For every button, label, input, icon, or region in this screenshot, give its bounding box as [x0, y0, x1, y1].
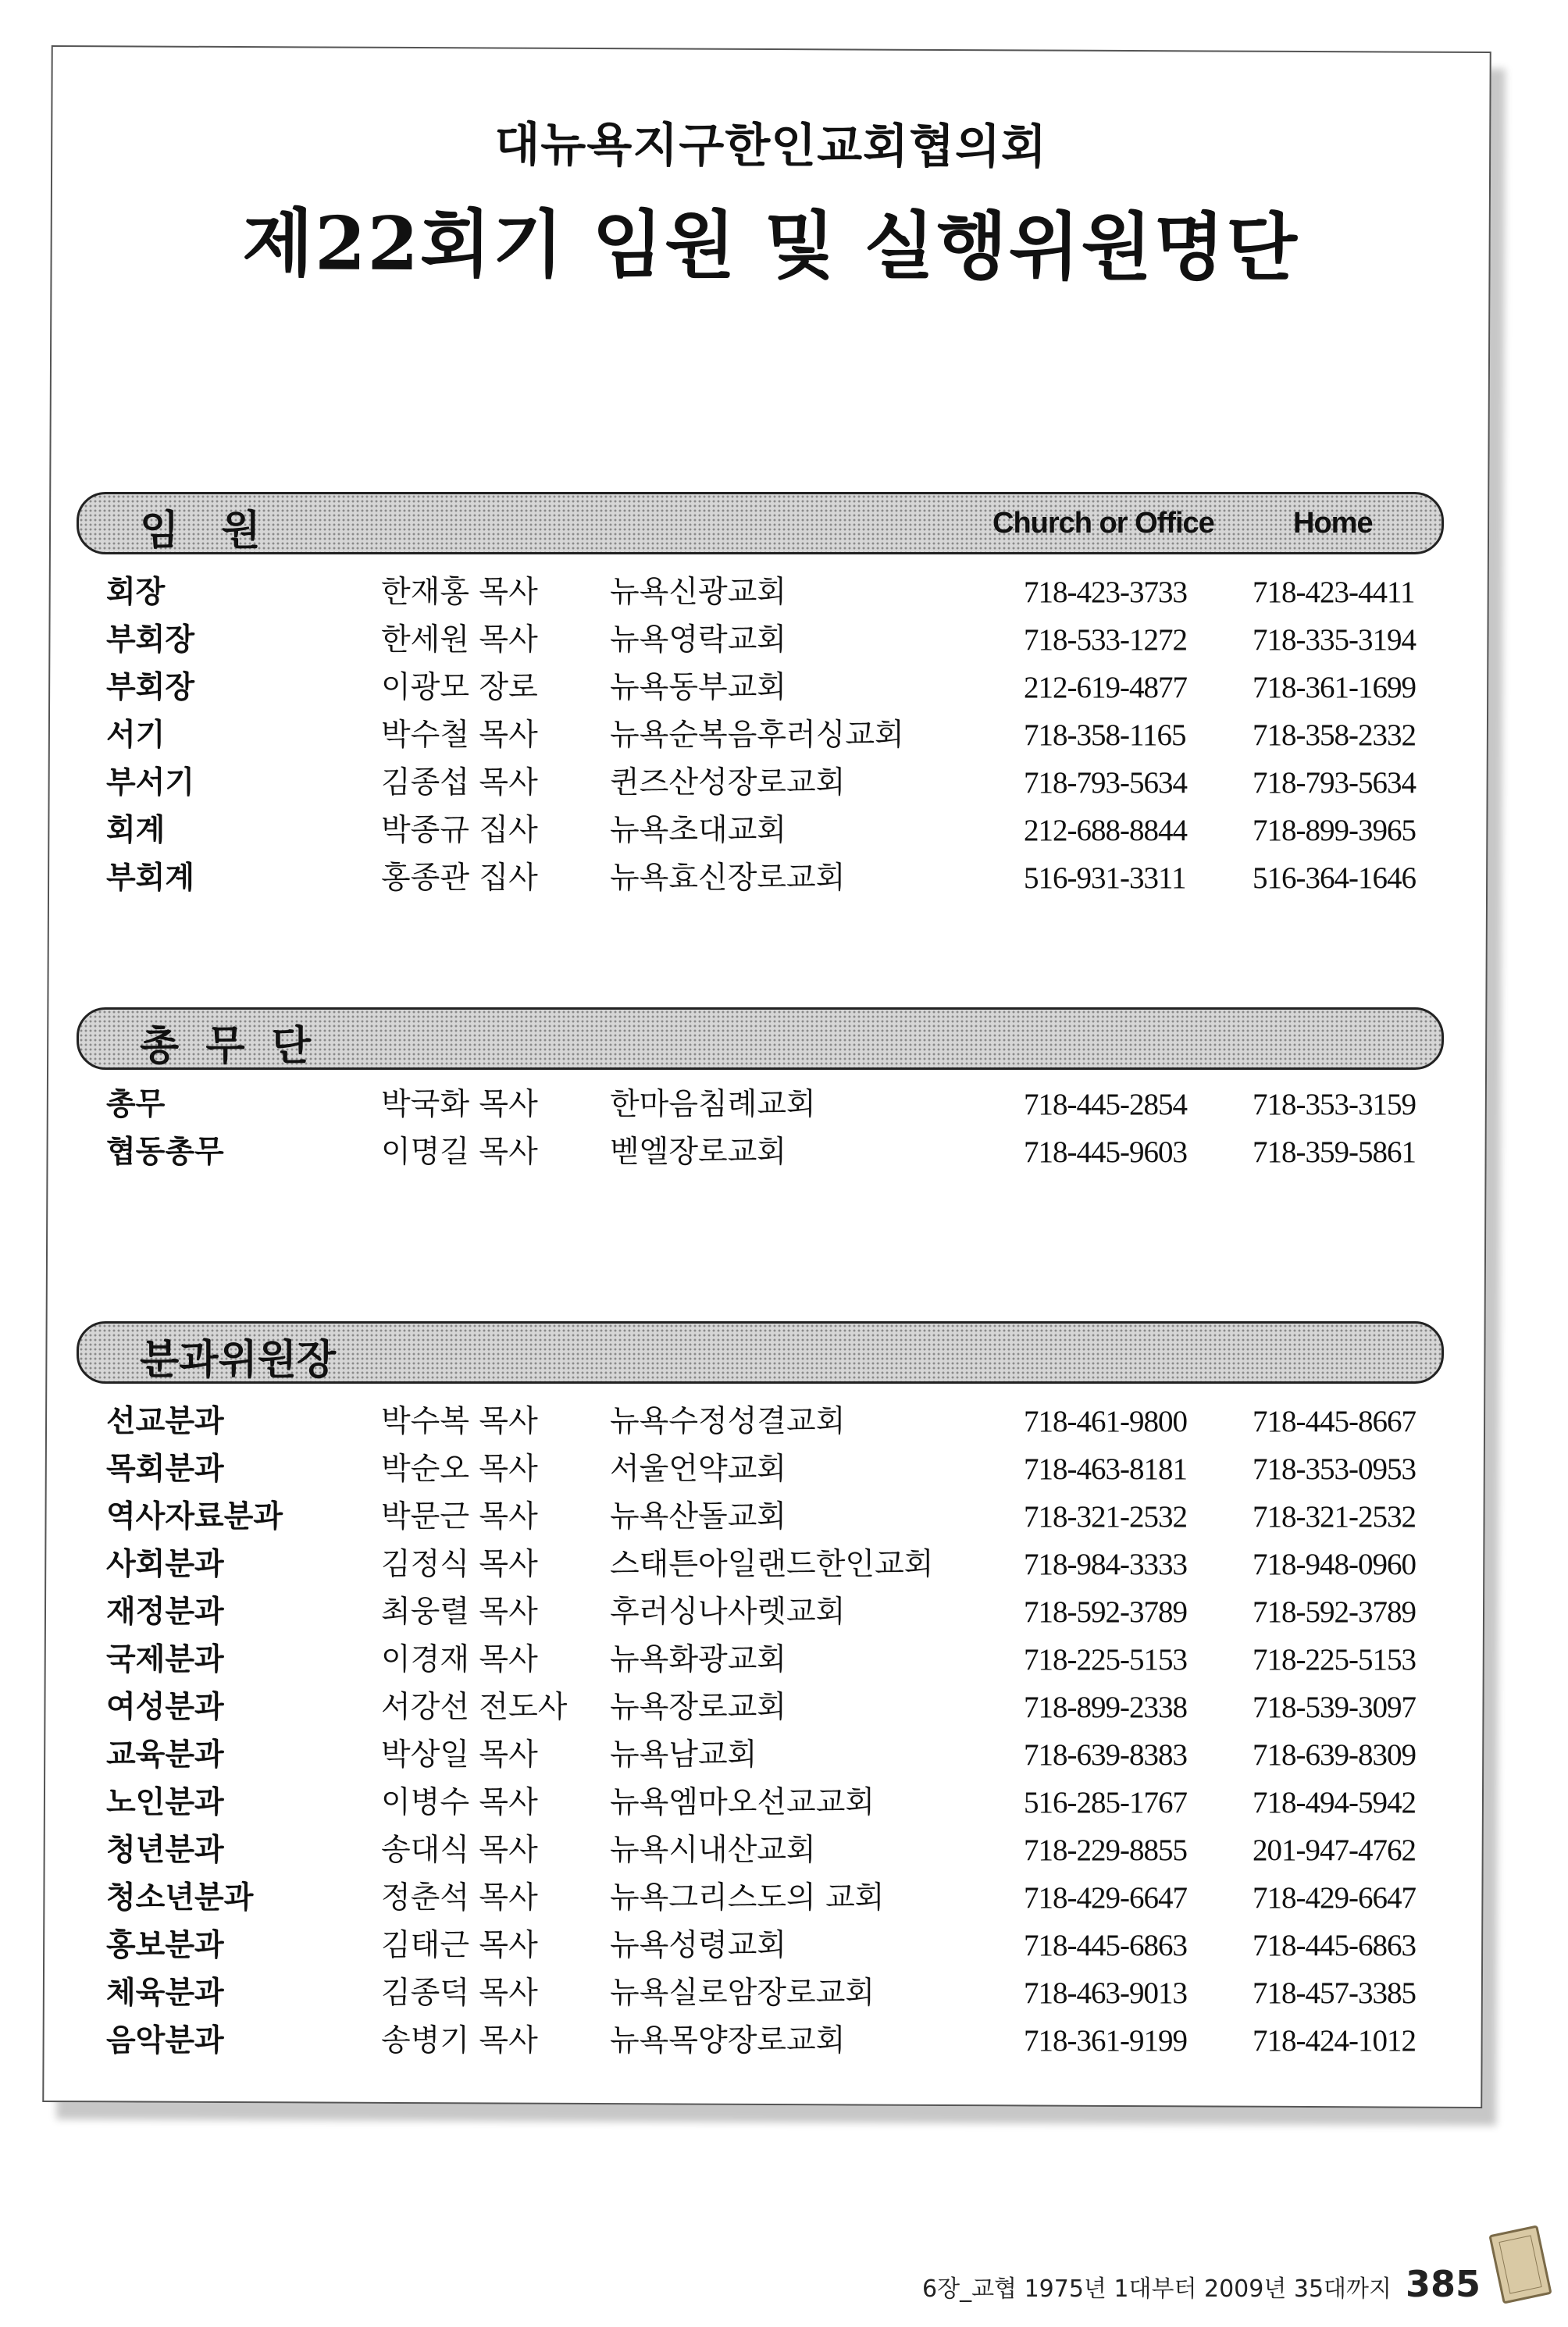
home-phone: 718-353-3159	[1253, 1088, 1416, 1121]
church-phone: 718-639-8383	[1024, 1738, 1187, 1772]
table-row	[106, 1398, 1449, 1445]
position-title: 부회장	[106, 622, 195, 657]
church-name: 뉴욕그리스도의 교회	[610, 1880, 885, 1915]
person-name: 이경재 목사	[381, 1642, 538, 1677]
table-row	[106, 1684, 1449, 1731]
church-name: 서울언약교회	[610, 1452, 787, 1487]
table-row	[106, 1541, 1449, 1588]
person-name: 정춘석 목사	[381, 1880, 538, 1915]
page-title: 제22회기 임원 및 실행위원명단	[242, 201, 1299, 291]
position-title: 선교분과	[106, 1404, 224, 1439]
church-phone: 718-984-3333	[1024, 1548, 1187, 1581]
home-phone: 718-639-8309	[1253, 1738, 1416, 1772]
church-name: 뉴욕순복음후러싱교회	[610, 718, 904, 753]
position-title: 홍보분과	[106, 1928, 224, 1963]
church-name: 뉴욕영락교회	[610, 622, 787, 657]
position-title: 회계	[106, 813, 166, 848]
person-name: 박종규 집사	[381, 813, 538, 848]
position-title: 목회분과	[106, 1452, 224, 1487]
home-phone: 718-424-1012	[1253, 2024, 1416, 2058]
person-name: 홍종관 집사	[381, 861, 538, 896]
page-number: 385	[1405, 2263, 1481, 2305]
person-name: 이병수 목사	[381, 1785, 538, 1820]
person-name: 서강선 전도사	[381, 1690, 568, 1725]
position-title: 노인분과	[106, 1785, 224, 1820]
person-name: 김종덕 목사	[381, 1976, 538, 2011]
person-name: 박수철 목사	[381, 718, 538, 753]
home-phone: 718-335-3194	[1253, 623, 1416, 657]
position-title: 음악분과	[106, 2023, 224, 2058]
person-name: 이광모 장로	[381, 670, 538, 705]
table-row	[106, 2017, 1449, 2065]
position-title: 사회분과	[106, 1547, 224, 1582]
home-phone: 718-494-5942	[1253, 1786, 1416, 1819]
page-footer	[0, 2263, 1481, 2305]
church-phone: 516-285-1767	[1024, 1786, 1187, 1819]
church-name: 뉴욕신광교회	[610, 575, 787, 610]
table-row	[106, 1588, 1449, 1636]
person-name: 김정식 목사	[381, 1547, 538, 1582]
home-phone: 718-793-5634	[1253, 766, 1416, 800]
church-phone: 718-463-9013	[1024, 1976, 1187, 2010]
home-phone: 516-364-1646	[1253, 861, 1416, 895]
home-phone: 718-445-6863	[1253, 1929, 1416, 1962]
section-label: 임 원	[140, 508, 275, 554]
position-title: 역사자료분과	[106, 1499, 283, 1534]
position-title: 재정분과	[106, 1595, 224, 1630]
officers-list	[106, 568, 1449, 902]
church-name: 뉴욕산돌교회	[610, 1499, 787, 1534]
general-affairs-list	[106, 1081, 1449, 1176]
home-phone: 718-429-6647	[1253, 1881, 1416, 1915]
table-row	[106, 1128, 1449, 1176]
home-phone: 718-321-2532	[1253, 1500, 1416, 1534]
table-row	[106, 759, 1449, 807]
person-name: 한재홍 목사	[381, 575, 538, 610]
church-phone: 718-321-2532	[1024, 1500, 1187, 1534]
person-name: 김태근 목사	[381, 1928, 538, 1963]
church-phone: 718-225-5153	[1024, 1643, 1187, 1677]
committee-chairs-list	[106, 1398, 1449, 2065]
table-row	[106, 1969, 1449, 2017]
church-phone: 718-361-9199	[1024, 2024, 1187, 2058]
person-name: 박상일 목사	[381, 1737, 538, 1773]
church-name: 뉴욕화광교회	[610, 1642, 787, 1677]
position-title: 국제분과	[106, 1642, 224, 1677]
home-phone: 718-353-0953	[1253, 1452, 1416, 1486]
church-phone: 718-533-1272	[1024, 623, 1187, 657]
table-row	[106, 1922, 1449, 1969]
person-name: 이명길 목사	[381, 1135, 538, 1170]
position-title: 체육분과	[106, 1976, 224, 2011]
table-row	[106, 1874, 1449, 1922]
column-header-church: Church or Office	[992, 507, 1214, 540]
church-phone: 718-358-1165	[1024, 718, 1186, 752]
church-name: 뉴욕초대교회	[610, 813, 787, 848]
position-title: 회장	[106, 575, 166, 610]
position-title: 부서기	[106, 765, 195, 800]
home-phone: 718-592-3789	[1253, 1595, 1416, 1629]
person-name: 송대식 목사	[381, 1833, 538, 1868]
position-title: 부회장	[106, 670, 195, 705]
church-name: 후러싱나사렛교회	[610, 1595, 846, 1630]
table-row	[106, 568, 1449, 616]
table-row	[106, 1779, 1449, 1826]
table-row	[106, 1731, 1449, 1779]
table-row	[106, 854, 1449, 902]
table-row	[106, 616, 1449, 664]
person-name: 김종섭 목사	[381, 765, 538, 800]
church-phone: 718-445-2854	[1024, 1088, 1187, 1121]
person-name: 최웅렬 목사	[381, 1595, 538, 1630]
table-row	[106, 1445, 1449, 1493]
home-phone: 718-948-0960	[1253, 1548, 1416, 1581]
position-title: 부회계	[106, 861, 195, 896]
home-phone: 718-899-3965	[1253, 814, 1416, 847]
column-header-home: Home	[1293, 507, 1373, 540]
church-phone: 516-931-3311	[1024, 861, 1186, 895]
church-name: 뉴욕동부교회	[610, 670, 787, 705]
home-phone: 718-358-2332	[1253, 718, 1416, 752]
church-phone: 718-461-9800	[1024, 1405, 1187, 1438]
section-band-officers	[77, 492, 1444, 554]
table-row	[106, 1636, 1449, 1684]
church-phone: 718-899-2338	[1024, 1691, 1187, 1724]
church-phone: 718-592-3789	[1024, 1595, 1187, 1629]
table-row	[106, 807, 1449, 854]
position-title: 서기	[106, 718, 166, 753]
church-phone: 718-463-8181	[1024, 1452, 1187, 1486]
home-phone: 718-423-4411	[1253, 576, 1415, 609]
church-name: 뉴욕남교회	[610, 1737, 757, 1773]
person-name: 박수복 목사	[381, 1404, 538, 1439]
section-label: 분과위원장	[140, 1337, 337, 1384]
church-name: 한마음침례교회	[610, 1087, 816, 1122]
church-name: 스태튼아일랜드한인교회	[610, 1547, 934, 1582]
position-title: 청년분과	[106, 1833, 224, 1868]
church-phone: 718-229-8855	[1024, 1833, 1187, 1867]
position-title: 교육분과	[106, 1737, 224, 1773]
church-phone: 212-688-8844	[1024, 814, 1187, 847]
church-name: 뉴욕목양장로교회	[610, 2023, 846, 2058]
section-band-committee-chairs	[77, 1321, 1444, 1384]
church-name: 뉴욕시내산교회	[610, 1833, 816, 1868]
church-name: 벧엘장로교회	[610, 1135, 787, 1170]
church-name: 뉴욕성령교회	[610, 1928, 787, 1963]
home-phone: 718-361-1699	[1253, 671, 1416, 704]
home-phone: 718-359-5861	[1253, 1135, 1416, 1169]
church-phone: 718-429-6647	[1024, 1881, 1187, 1915]
person-name: 박국화 목사	[381, 1087, 538, 1122]
position-title: 총무	[106, 1087, 166, 1122]
position-title: 여성분과	[106, 1690, 224, 1725]
person-name: 한세원 목사	[381, 622, 538, 657]
church-name: 퀸즈산성장로교회	[610, 765, 846, 800]
church-name: 뉴욕효신장로교회	[610, 861, 846, 896]
church-phone: 718-445-6863	[1024, 1929, 1187, 1962]
person-name: 박순오 목사	[381, 1452, 538, 1487]
organization-name: 대뉴욕지구한인교회협의회	[494, 117, 1048, 175]
church-phone: 718-445-9603	[1024, 1135, 1187, 1169]
church-name: 뉴욕장로교회	[610, 1690, 787, 1725]
home-phone: 201-947-4762	[1253, 1833, 1416, 1867]
home-phone: 718-457-3385	[1253, 1976, 1416, 2010]
church-phone: 212-619-4877	[1024, 671, 1187, 704]
book-icon	[1488, 2225, 1552, 2304]
section-label: 총 무 단	[140, 1023, 317, 1070]
person-name: 박문근 목사	[381, 1499, 538, 1534]
church-phone: 718-423-3733	[1024, 576, 1187, 609]
home-phone: 718-225-5153	[1253, 1643, 1416, 1677]
table-row	[106, 664, 1449, 711]
person-name: 송병기 목사	[381, 2023, 538, 2058]
home-phone: 718-445-8667	[1253, 1405, 1416, 1438]
section-band-general-affairs	[77, 1007, 1444, 1070]
church-name: 뉴욕수정성결교회	[610, 1404, 846, 1439]
footer-caption: 6장_교협 1975년 1대부터 2009년 35대까지	[922, 2275, 1392, 2303]
position-title: 청소년분과	[106, 1880, 254, 1915]
table-row	[106, 1826, 1449, 1874]
table-row	[106, 711, 1449, 759]
church-phone: 718-793-5634	[1024, 766, 1187, 800]
church-name: 뉴욕엠마오선교교회	[610, 1785, 875, 1820]
table-row	[106, 1081, 1449, 1128]
position-title: 협동총무	[106, 1135, 224, 1170]
church-name: 뉴욕실로암장로교회	[610, 1976, 875, 2011]
home-phone: 718-539-3097	[1253, 1691, 1416, 1724]
table-row	[106, 1493, 1449, 1541]
